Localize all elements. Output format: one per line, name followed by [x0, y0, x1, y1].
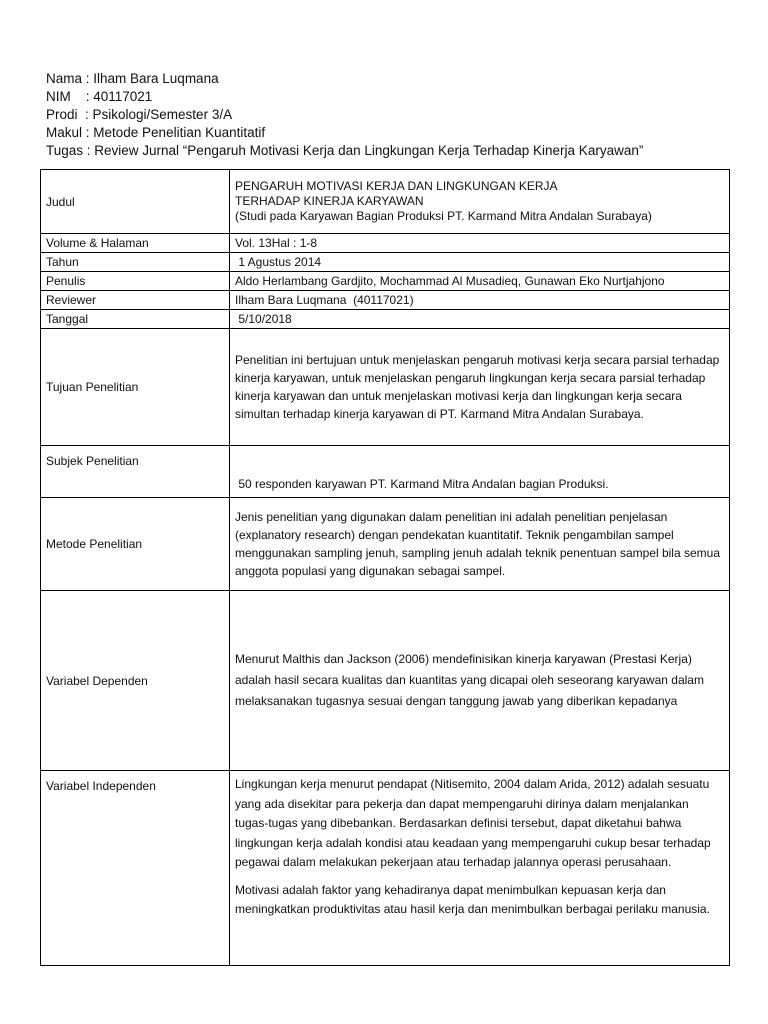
row-label-tujuan: Tujuan Penelitian	[41, 329, 230, 446]
reviewer-value: Ilham Bara Luqmana (40117021)	[230, 291, 730, 310]
row-label-metode: Metode Penelitian	[41, 498, 230, 591]
penulis-value: Aldo Herlambang Gardjito, Mochammad Al Musadieq, Gunawan Eko Nurtjahjono	[230, 272, 730, 291]
judul-cell	[230, 170, 730, 234]
student-prodi: Prodi : Psikologi/Semester 3/A	[46, 107, 233, 122]
judul-line-1: PENGARUH MOTIVASI KERJA DAN LINGKUNGAN KERJA	[235, 179, 558, 193]
table-row	[41, 291, 730, 310]
table-row	[41, 329, 730, 446]
row-label-tahun: Tahun	[41, 253, 230, 272]
volume-value: Vol. 13Hal : 1-8	[230, 234, 730, 253]
table-row	[41, 272, 730, 291]
student-nim: NIM : 40117021	[46, 89, 153, 104]
student-header	[46, 70, 643, 160]
table-row	[41, 446, 730, 498]
table-row	[41, 234, 730, 253]
tahun-value: 1 Agustus 2014	[230, 253, 730, 272]
tanggal-value: 5/10/2018	[230, 310, 730, 329]
row-label-independen: Variabel Independen	[41, 771, 230, 966]
journal-review-table	[40, 169, 730, 966]
independen-paragraph-1: Lingkungan kerja menurut pendapat (Nitisemito, 2004 dalam Arida, 2012) adalah sesuatu yang ada disekitar para pekerja dan dapat mempengaruhi dirinya dalam menjalankan tugas-tugas yang dibebankan. Berdasarkan definisi tersebut, dapat diketahui bahwa lingkungan kerja adalah kondisi atau keadaan yang mempengaruhi cukup besar terhadap pegawai dalam melakukan pekerjaan atau terhadap jalannya operasi perusahaan.	[235, 777, 711, 869]
tujuan-value: Penelitian ini bertujuan untuk menjelaskan pengaruh motivasi kerja secara parsial terhadap kinerja karyawan, untuk menjelaskan pengaruh lingkungan kerja secara parsial terhadap kinerja karyawan dan untuk menjelaskan motivasi kerja dan lingkungan kerja secara simultan terhadap kinerja karyawan di PT. Karmand Mitra Andalan Surabaya.	[230, 329, 730, 446]
row-label-volume: Volume & Halaman	[41, 234, 230, 253]
row-label-dependen: Variabel Dependen	[41, 591, 230, 771]
judul-line-2: TERHADAP KINERJA KARYAWAN	[235, 194, 424, 208]
independen-paragraph-2: Motivasi adalah faktor yang kehadiranya dapat menimbulkan kepuasan kerja dan meningkatkan produktivitas atau hasil kerja dan menimbulkan berbagai perilaku manusia.	[235, 882, 710, 916]
table-row	[41, 253, 730, 272]
course-name: Makul : Metode Penelitian Kuantitatif	[46, 125, 266, 140]
table-row	[41, 498, 730, 591]
table-row	[41, 591, 730, 771]
table-row	[41, 310, 730, 329]
table-row	[41, 170, 730, 234]
dependen-value: Menurut Malthis dan Jackson (2006) mendefinisikan kinerja karyawan (Prestasi Kerja) adalah hasil secara kualitas dan kuantitas yang dicapai oleh seseorang karyawan dalam melaksanakan tugasnya sesuai dengan tanggung jawab yang diberikan kepadanya	[230, 591, 730, 771]
metode-value: Jenis penelitian yang digunakan dalam penelitian ini adalah penelitian penjelasan (explanatory research) dengan pendekatan kuantitatif. Teknik pengambilan sampel menggunakan sampling jenuh, sampling jenuh adalah teknik penentuan sampel bila semua anggota populasi yang digunakan sebagai sampel.	[230, 498, 730, 591]
independen-cell	[230, 771, 730, 966]
row-label-tanggal: Tanggal	[41, 310, 230, 329]
row-label-reviewer: Reviewer	[41, 291, 230, 310]
student-name: Nama : Ilham Bara Luqmana	[46, 71, 219, 86]
row-label-subjek: Subjek Penelitian	[41, 446, 230, 498]
row-label-penulis: Penulis	[41, 272, 230, 291]
subjek-value: 50 responden karyawan PT. Karmand Mitra Andalan bagian Produksi.	[230, 446, 730, 498]
table-row	[41, 771, 730, 966]
row-label-judul: Judul	[41, 170, 230, 234]
judul-line-3: (Studi pada Karyawan Bagian Produksi PT. Karmand Mitra Andalan Surabaya)	[235, 209, 652, 223]
assignment-title: Tugas : Review Jurnal “Pengaruh Motivasi Kerja dan Lingkungan Kerja Terhadap Kinerja Karyawan”	[46, 143, 644, 158]
